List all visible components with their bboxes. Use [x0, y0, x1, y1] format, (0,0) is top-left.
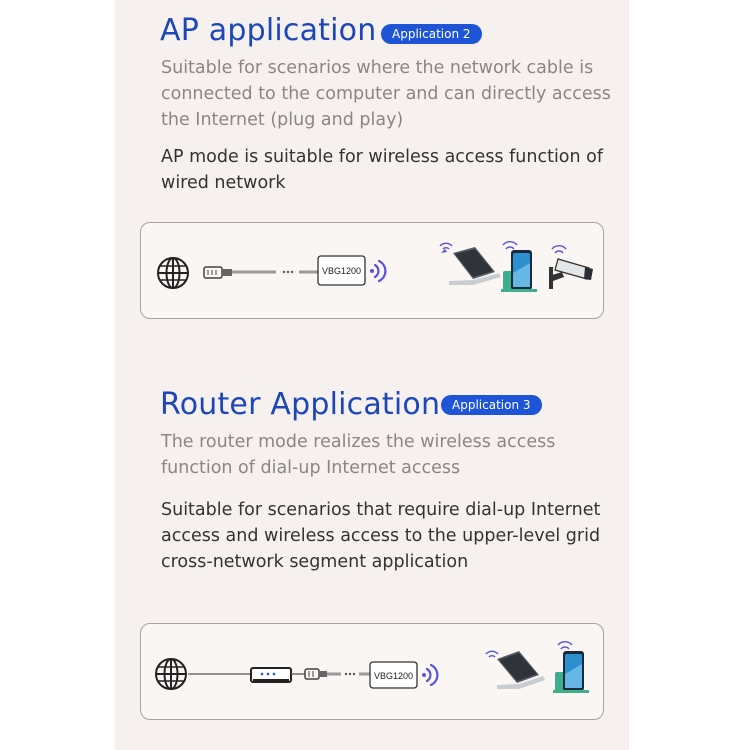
section-note-router: Suitable for scenarios that require dial-up Internet access and wireless access to the upper-level grid cross-network segment application — [161, 500, 601, 572]
vbg1200-device — [370, 662, 417, 688]
section-title-ap: AP application — [160, 13, 377, 48]
globe-icon — [158, 258, 188, 288]
router-diagram — [140, 623, 604, 720]
section-title-router: Router Application — [160, 387, 441, 422]
section-description-router: The router mode realizes the wireless access function of dial-up Internet access — [161, 432, 556, 478]
section-description-ap: Suitable for scenarios where the network cable is connected to the computer and can directly access the Internet (plug and play) — [161, 58, 611, 130]
wifi-signal-icon — [422, 665, 437, 685]
ap-diagram — [140, 222, 604, 319]
device-label: VBG1200 — [373, 671, 414, 681]
wifi-signal-icon — [370, 261, 385, 281]
laptop-icon — [440, 243, 501, 285]
laptop-icon — [486, 651, 545, 689]
vbg1200-device — [318, 256, 365, 285]
ethernet-cable-icon — [305, 669, 370, 679]
smartphone-icon — [553, 642, 589, 693]
device-label: VBG1200 — [321, 266, 362, 276]
application-badge-2: Application 2 — [381, 24, 482, 44]
ethernet-cable-icon — [204, 267, 318, 278]
security-camera-icon — [549, 246, 593, 289]
smartphone-icon — [501, 242, 537, 292]
modem-icon — [251, 668, 291, 683]
section-note-ap: AP mode is suitable for wireless access function of wired network — [161, 147, 604, 193]
globe-icon — [156, 659, 186, 689]
application-badge-3: Application 3 — [441, 395, 542, 415]
